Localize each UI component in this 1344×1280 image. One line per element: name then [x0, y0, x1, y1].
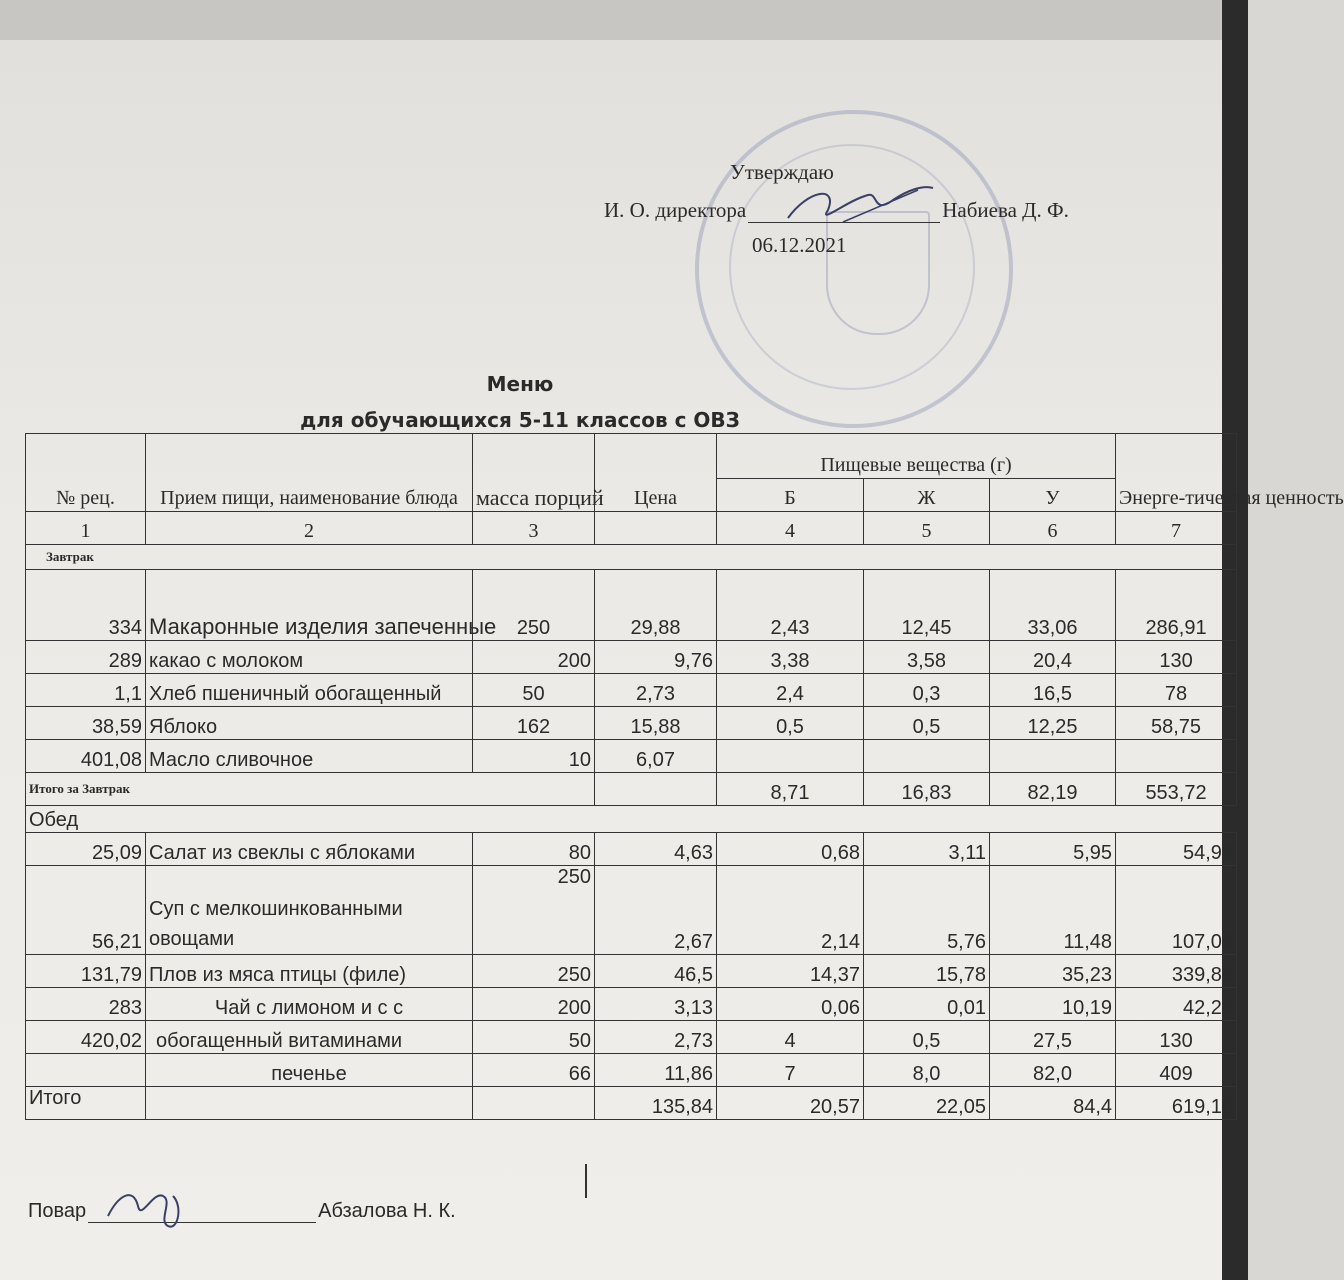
header-price: Цена — [595, 434, 717, 512]
table-row — [26, 988, 1237, 1021]
dish-cell: обогащенный витаминами — [146, 1021, 473, 1054]
lunch-section-row — [26, 806, 1237, 833]
u-cell: 11,48 — [990, 866, 1116, 955]
cook-role: Повар — [28, 1200, 87, 1222]
cook-signature-icon — [93, 1176, 213, 1236]
b-cell: 3,38 — [717, 641, 864, 674]
director-signature-icon — [758, 180, 958, 230]
director-signature — [748, 200, 940, 223]
b-cell: 4 — [717, 1021, 864, 1054]
mass-cell: 50 — [473, 1021, 595, 1054]
energy-cell: 42,28 — [1116, 988, 1237, 1021]
lunch-total-row — [26, 1087, 1237, 1120]
zh-cell: 22,05 — [864, 1087, 990, 1120]
u-cell: 82,19 — [990, 773, 1116, 806]
energy-cell: 78 — [1116, 674, 1237, 707]
price-cell: 3,13 — [595, 988, 717, 1021]
approval-name: Набиева Д. Ф. — [942, 198, 1069, 222]
zh-cell — [864, 740, 990, 773]
dish-cell: Макаронные изделия запеченные — [146, 570, 473, 641]
approval-title: Утверждаю — [730, 160, 834, 184]
energy-cell: 553,72 — [1116, 773, 1237, 806]
mass-cell: 66 — [473, 1054, 595, 1087]
u-cell: 12,25 — [990, 707, 1116, 740]
mass-cell: 80 — [473, 833, 595, 866]
price-cell: 4,63 — [595, 833, 717, 866]
energy-cell: 339,82 — [1116, 955, 1237, 988]
b-cell: 0,5 — [717, 707, 864, 740]
header-energy: Энерге-тическая ценность — [1116, 434, 1237, 512]
col-num: 1 — [26, 512, 146, 545]
mass-cell: 200 — [473, 988, 595, 1021]
table-row — [26, 833, 1237, 866]
breakfast-total-price — [595, 773, 717, 806]
header-nutrients: Пищевые вещества (г) — [717, 434, 1116, 479]
price-cell: 9,76 — [595, 641, 717, 674]
price-cell: 2,73 — [595, 1021, 717, 1054]
approval-position: И. О. директора — [604, 198, 747, 222]
u-cell: 27,5 — [990, 1021, 1116, 1054]
header-dish: Прием пищи, наименование блюда — [146, 434, 473, 512]
document-subtitle: для обучающихся 5-11 классов с ОВЗ — [300, 408, 740, 432]
lunch-total-label: Итого — [26, 1087, 146, 1120]
lunch-total-empty — [146, 1087, 473, 1120]
u-cell: 10,19 — [990, 988, 1116, 1021]
price-cell: 2,73 — [595, 674, 717, 707]
approval-signature-line — [604, 198, 1069, 223]
u-cell — [990, 740, 1116, 773]
table-divider-line — [585, 1164, 587, 1198]
u-cell: 16,5 — [990, 674, 1116, 707]
b-cell: 8,71 — [717, 773, 864, 806]
breakfast-section-row — [26, 545, 1237, 570]
col-num — [595, 512, 717, 545]
header-zh: Ж — [864, 479, 990, 512]
mass-cell: 10 — [473, 740, 595, 773]
col-num: 2 — [146, 512, 473, 545]
u-cell: 33,06 — [990, 570, 1116, 641]
dish-cell: Хлеб пшеничный обогащенный — [146, 674, 473, 707]
energy-cell: 54,96 — [1116, 833, 1237, 866]
b-cell: 0,06 — [717, 988, 864, 1021]
energy-cell: 409 — [1116, 1054, 1237, 1087]
price-cell: 6,07 — [595, 740, 717, 773]
energy-cell: 107,06 — [1116, 866, 1237, 955]
table-row — [26, 1054, 1237, 1087]
price-cell: 15,88 — [595, 707, 717, 740]
zh-cell: 0,5 — [864, 1021, 990, 1054]
u-cell: 84,4 — [990, 1087, 1116, 1120]
table-row — [26, 955, 1237, 988]
dish-cell: Суп с мелкошинкованными овощами — [146, 866, 473, 955]
rec-cell: 283 — [26, 988, 146, 1021]
energy-cell — [1116, 740, 1237, 773]
cook-signature-line — [28, 1196, 456, 1223]
menu-table — [25, 433, 1344, 1120]
column-number-row — [26, 512, 1237, 545]
header-b: Б — [717, 479, 864, 512]
table-row — [26, 1021, 1237, 1054]
b-cell — [717, 740, 864, 773]
u-cell: 5,95 — [990, 833, 1116, 866]
dish-cell: Чай с лимоном и с с — [146, 988, 473, 1021]
col-num: 4 — [717, 512, 864, 545]
zh-cell: 3,58 — [864, 641, 990, 674]
header-row-1 — [26, 434, 1237, 479]
rec-cell: 25,09 — [26, 833, 146, 866]
b-cell: 7 — [717, 1054, 864, 1087]
zh-cell: 8,0 — [864, 1054, 990, 1087]
cook-signature — [88, 1196, 316, 1223]
energy-cell: 286,91 — [1116, 570, 1237, 641]
table-row — [26, 674, 1237, 707]
b-cell: 2,4 — [717, 674, 864, 707]
b-cell: 2,43 — [717, 570, 864, 641]
rec-cell — [26, 1054, 146, 1087]
col-num: 3 — [473, 512, 595, 545]
table-row — [26, 740, 1237, 773]
zh-cell: 3,11 — [864, 833, 990, 866]
rec-cell: 401,08 — [26, 740, 146, 773]
energy-cell: 130 — [1116, 1021, 1237, 1054]
lunch-total-empty — [473, 1087, 595, 1120]
col-num: 7 — [1116, 512, 1237, 545]
u-cell: 35,23 — [990, 955, 1116, 988]
price-cell: 29,88 — [595, 570, 717, 641]
rec-cell: 334 — [26, 570, 146, 641]
price-cell: 46,5 — [595, 955, 717, 988]
rec-cell: 289 — [26, 641, 146, 674]
zh-cell: 0,01 — [864, 988, 990, 1021]
table-row — [26, 866, 1237, 955]
breakfast-total-label: Итого за Завтрак — [26, 773, 595, 806]
header-mass: масса порций — [473, 434, 595, 512]
zh-cell: 5,76 — [864, 866, 990, 955]
zh-cell: 16,83 — [864, 773, 990, 806]
mass-cell: 250 — [473, 955, 595, 988]
table-row — [26, 707, 1237, 740]
rec-cell: 131,79 — [26, 955, 146, 988]
dish-cell: какао с молоком — [146, 641, 473, 674]
dish-cell: Салат из свеклы с яблоками — [146, 833, 473, 866]
rec-cell: 420,02 — [26, 1021, 146, 1054]
approval-date: 06.12.2021 — [752, 233, 847, 257]
table-row — [26, 641, 1237, 674]
rec-cell: 38,59 — [26, 707, 146, 740]
zh-cell: 0,3 — [864, 674, 990, 707]
breakfast-total-row — [26, 773, 1237, 806]
mass-cell: 162 — [473, 707, 595, 740]
energy-cell: 58,75 — [1116, 707, 1237, 740]
lunch-label: Обед — [26, 806, 1237, 833]
energy-cell: 619,16 — [1116, 1087, 1237, 1120]
dish-cell: Масло сливочное — [146, 740, 473, 773]
zh-cell: 0,5 — [864, 707, 990, 740]
mass-cell: 50 — [473, 674, 595, 707]
b-cell: 0,68 — [717, 833, 864, 866]
b-cell: 14,37 — [717, 955, 864, 988]
col-num: 6 — [990, 512, 1116, 545]
document-title: Меню — [486, 372, 554, 396]
b-cell: 2,14 — [717, 866, 864, 955]
dish-cell: Плов из мяса птицы (филе) — [146, 955, 473, 988]
u-cell: 82,0 — [990, 1054, 1116, 1087]
energy-cell: 130 — [1116, 641, 1237, 674]
price-cell: 135,84 — [595, 1087, 717, 1120]
mass-cell: 250 — [473, 570, 595, 641]
price-cell: 2,67 — [595, 866, 717, 955]
zh-cell: 12,45 — [864, 570, 990, 641]
col-num: 5 — [864, 512, 990, 545]
b-cell: 20,57 — [717, 1087, 864, 1120]
breakfast-label: Завтрак — [26, 545, 1237, 570]
header-u: У — [990, 479, 1116, 512]
mass-cell: 200 — [473, 641, 595, 674]
dish-cell: печенье — [146, 1054, 473, 1087]
rec-cell: 1,1 — [26, 674, 146, 707]
table-row — [26, 570, 1237, 641]
dish-cell: Яблоко — [146, 707, 473, 740]
photo-background-top — [0, 0, 1248, 40]
u-cell: 20,4 — [990, 641, 1116, 674]
mass-cell: 250 — [473, 866, 595, 955]
cook-name: Абзалова Н. К. — [318, 1200, 456, 1222]
price-cell: 11,86 — [595, 1054, 717, 1087]
header-rec-no: № рец. — [26, 434, 146, 512]
zh-cell: 15,78 — [864, 955, 990, 988]
rec-cell: 56,21 — [26, 866, 146, 955]
